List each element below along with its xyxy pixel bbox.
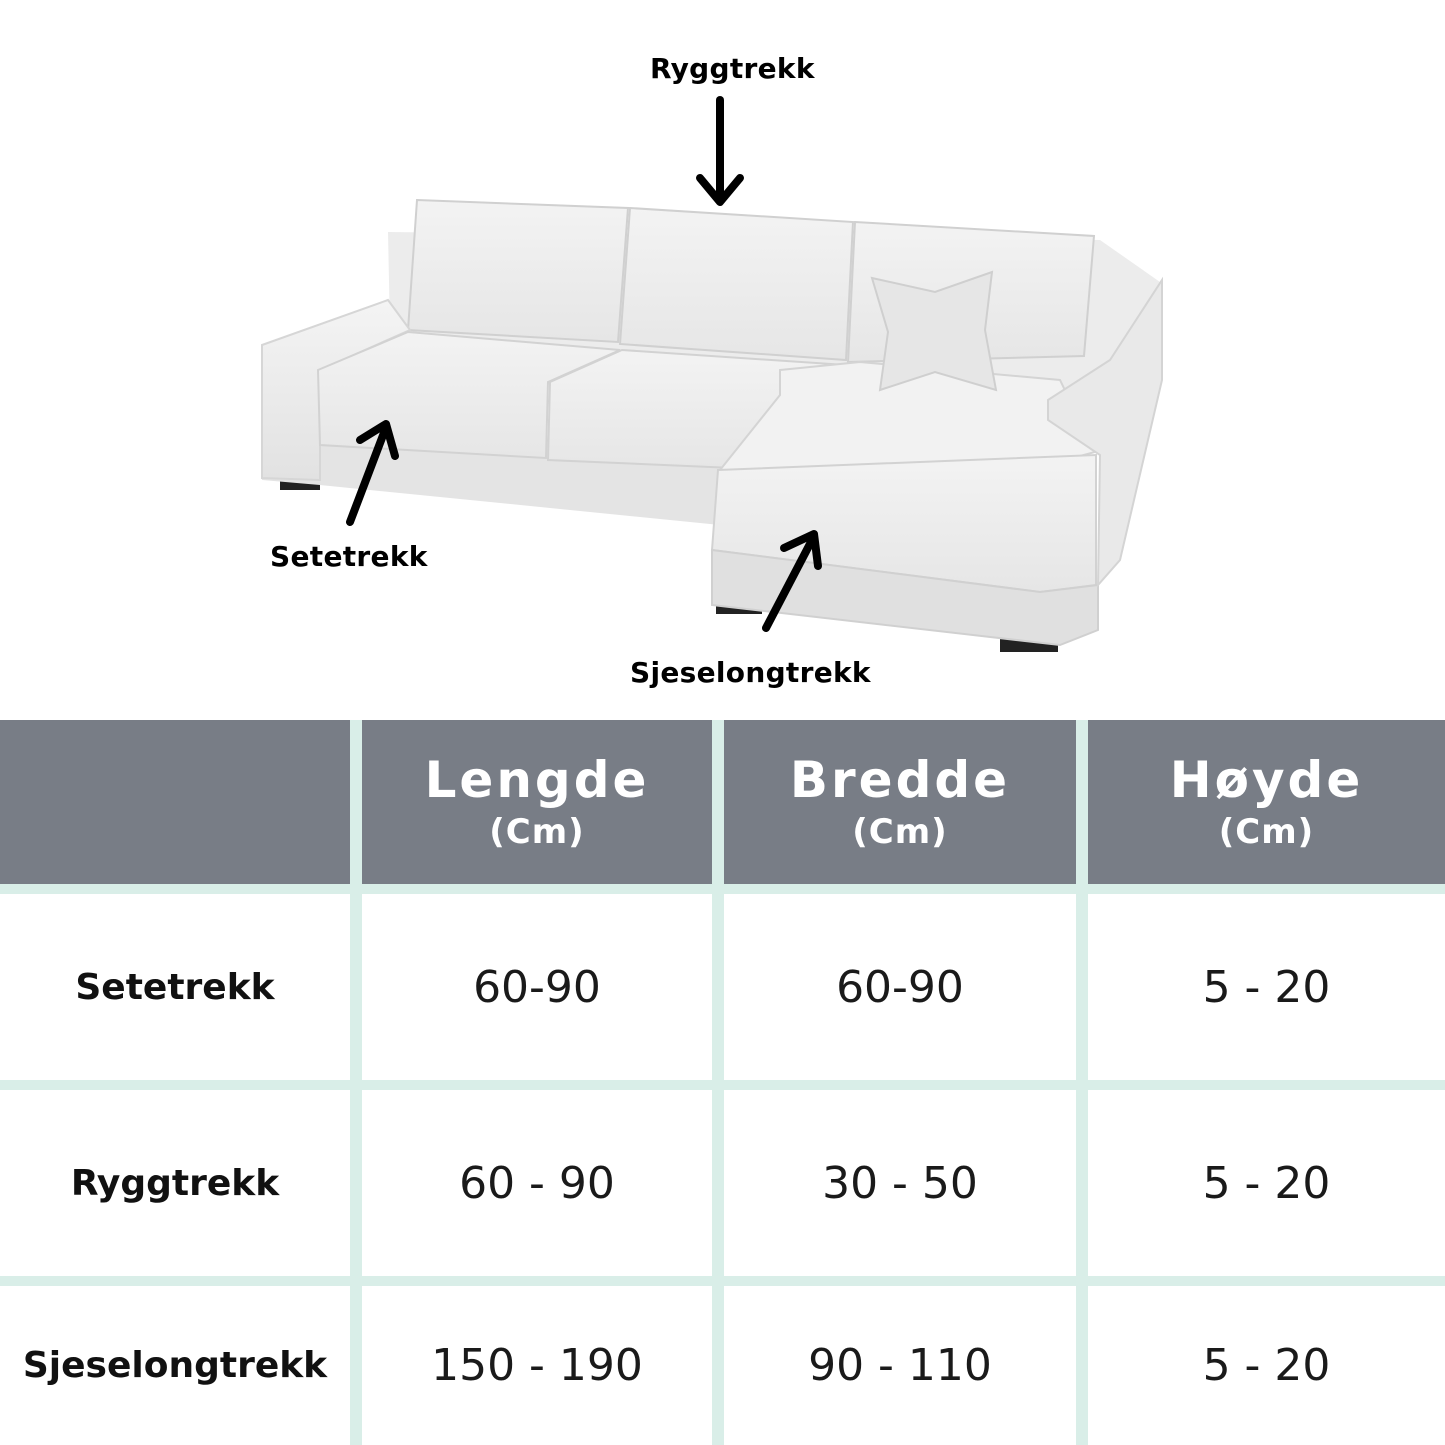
- cell-value: 60-90: [473, 961, 601, 1013]
- table-cell: [1088, 894, 1445, 1080]
- table-cell: [724, 894, 1076, 1080]
- cell-value: 5 - 20: [1202, 961, 1331, 1013]
- cell-value: 150 - 190: [431, 1340, 643, 1391]
- table-cell: [362, 894, 712, 1080]
- cell-value: 5 - 20: [1202, 1340, 1331, 1391]
- table-cell: [362, 1090, 712, 1276]
- column-unit: (Cm): [852, 811, 948, 852]
- column-header-height: [1088, 720, 1445, 884]
- column-title: Høyde: [1169, 750, 1364, 809]
- table-row-label: [0, 1090, 350, 1276]
- row-label: Ryggtrekk: [70, 1162, 280, 1204]
- sofa-diagram: [0, 0, 1445, 720]
- cell-value: 60 - 90: [459, 1157, 615, 1209]
- table-row-label: [0, 894, 350, 1080]
- back-cushion: [620, 208, 853, 360]
- table-cell: [724, 1090, 1076, 1276]
- column-title: Bredde: [789, 750, 1011, 809]
- column-header-width: [724, 720, 1076, 884]
- table-cell: [362, 1286, 712, 1445]
- table-cell: [724, 1286, 1076, 1445]
- callout-seat: Setetrekk: [270, 540, 428, 573]
- cell-value: 5 - 20: [1202, 1157, 1331, 1209]
- table-row-label: [0, 1286, 350, 1445]
- back-cushion: [408, 200, 628, 342]
- size-table: [0, 720, 1445, 1445]
- table-cell: [1088, 1286, 1445, 1445]
- column-unit: (Cm): [489, 811, 585, 852]
- row-label: Sjeselongtrekk: [22, 1345, 328, 1386]
- header-corner: [0, 720, 350, 884]
- callout-back: Ryggtrekk: [650, 52, 815, 85]
- sofa-illustration: [0, 0, 1445, 720]
- cell-value: 90 - 110: [808, 1340, 992, 1391]
- column-unit: (Cm): [1218, 811, 1315, 852]
- column-title: Lengde: [424, 750, 650, 809]
- cell-value: 60-90: [836, 961, 964, 1013]
- cell-value: 30 - 50: [822, 1157, 978, 1209]
- row-label: Setetrekk: [75, 966, 275, 1008]
- column-header-length: [362, 720, 712, 884]
- table-cell: [1088, 1090, 1445, 1276]
- callout-chaise: Sjeselongtrekk: [630, 656, 871, 689]
